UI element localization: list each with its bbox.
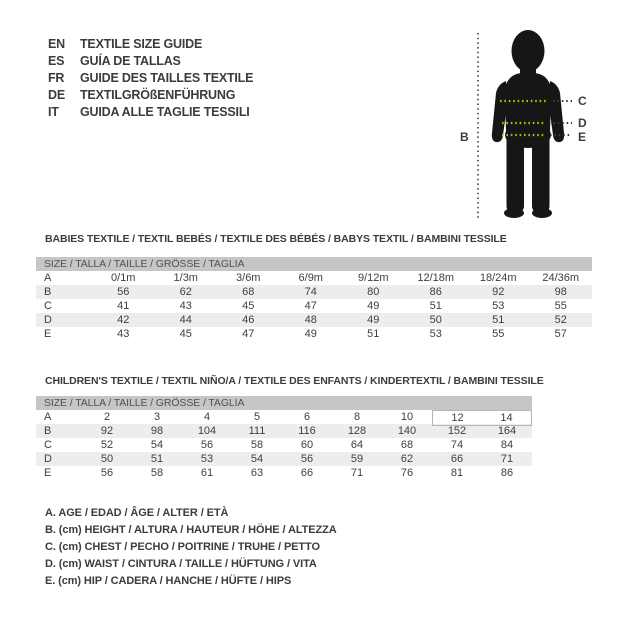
- children-table-rows: [36, 410, 532, 480]
- table-row-E: [36, 327, 592, 341]
- table-cell: 98: [150, 425, 164, 437]
- table-cell: 92: [492, 286, 505, 298]
- table-cell: 4: [203, 411, 211, 423]
- table-cell: 111: [248, 425, 266, 437]
- table-cell: 52: [554, 314, 567, 326]
- table-row-B: [36, 285, 592, 299]
- table-cell: 8: [353, 411, 361, 423]
- table-cell: 53: [429, 328, 442, 340]
- table-cell: 71: [350, 467, 364, 479]
- table-row-A: [36, 410, 532, 424]
- row-label: A: [44, 411, 52, 423]
- table-cell: 54: [150, 439, 164, 451]
- table-cell: 66: [300, 467, 314, 479]
- legend-age: A. AGE / EDAD / ÂGE / ALTER / ETÀ: [45, 507, 229, 519]
- row-label: C: [44, 439, 52, 451]
- lang-row-de: [48, 87, 253, 104]
- table-cell: 60: [300, 439, 314, 451]
- table-cell: 152: [447, 425, 467, 437]
- table-cell: 49: [304, 328, 317, 340]
- table-cell: 51: [492, 314, 505, 326]
- table-cell: 52: [100, 439, 114, 451]
- table-cell: 43: [117, 328, 130, 340]
- table-cell: 54: [250, 453, 264, 465]
- row-label: C: [44, 300, 52, 312]
- table-row-D: [36, 313, 592, 327]
- lang-code: DE: [48, 88, 65, 102]
- table-cell: 18/24m: [479, 272, 517, 284]
- table-cell: 1/3m: [173, 272, 198, 284]
- table-cell: 45: [242, 300, 255, 312]
- babies-table-rows: [36, 271, 592, 341]
- table-cell: 6: [303, 411, 311, 423]
- lang-title: TEXTILGRÖßENFÜHRUNG: [80, 88, 236, 102]
- lang-row-it: [48, 104, 253, 121]
- table-cell: 92: [100, 425, 114, 437]
- lang-title: TEXTILE SIZE GUIDE: [80, 37, 203, 51]
- table-cell: 55: [492, 328, 505, 340]
- row-label: E: [44, 328, 52, 340]
- legend-hip: E. (cm) HIP / CADERA / HANCHE / HÜFTE / HIPS: [45, 575, 292, 587]
- table-cell: 74: [450, 439, 464, 451]
- table-cell: 80: [367, 286, 380, 298]
- lang-row-fr: [48, 70, 253, 87]
- table-cell: 51: [367, 328, 380, 340]
- table-cell: 49: [367, 314, 380, 326]
- table-cell: 57: [554, 328, 567, 340]
- chest-label: C: [578, 94, 587, 108]
- babies-size-table: [36, 257, 592, 341]
- hip-label: E: [578, 130, 587, 144]
- table-cell: 44: [179, 314, 192, 326]
- children-table-title: CHILDREN'S TEXTILE / TEXTIL NIÑO/A / TEXTILE DES ENFANTS / KINDERTEXTIL / BAMBINI TESSILE: [45, 375, 544, 387]
- table-cell: 41: [117, 300, 130, 312]
- lang-code: FR: [48, 71, 65, 85]
- table-cell: 9/12m: [357, 272, 389, 284]
- table-cell: 51: [429, 300, 442, 312]
- table-row-B: [36, 424, 532, 438]
- table-cell: 47: [304, 300, 317, 312]
- table-cell: 47: [242, 328, 255, 340]
- table-row-D: [36, 452, 532, 466]
- table-cell: 12/18m: [417, 272, 455, 284]
- lang-row-en: [48, 36, 253, 53]
- measurement-diagram: [450, 15, 620, 230]
- legend-height: B. (cm) HEIGHT / ALTURA / HAUTEUR / HÖHE / ALTEZZA: [45, 524, 337, 536]
- table-cell: 64: [350, 439, 364, 451]
- table-cell: 68: [400, 439, 414, 451]
- table-cell: 24/36m: [542, 272, 580, 284]
- table-cell: 68: [242, 286, 255, 298]
- table-cell: 53: [200, 453, 214, 465]
- table-cell: 49: [367, 300, 380, 312]
- lang-code: ES: [48, 54, 65, 68]
- table-cell: 0/1m: [111, 272, 136, 284]
- row-label: D: [44, 314, 52, 326]
- table-cell: 61: [200, 467, 214, 479]
- table-row-A: [36, 271, 592, 285]
- row-label: B: [44, 286, 52, 298]
- row-label: A: [44, 272, 52, 284]
- lang-title: GUÍA DE TALLAS: [80, 54, 181, 68]
- table-cell: 3: [153, 411, 161, 423]
- table-cell: 2: [103, 411, 111, 423]
- table-cell: 86: [500, 467, 514, 479]
- row-label: D: [44, 453, 52, 465]
- table-cell: 81: [450, 467, 464, 479]
- lang-row-es: [48, 53, 253, 70]
- table-cell: 58: [250, 439, 264, 451]
- table-cell: 116: [298, 425, 316, 437]
- measurement-legend: [45, 505, 337, 590]
- row-label: E: [44, 467, 52, 479]
- table-cell: 10: [400, 411, 414, 423]
- table-cell: 3/6m: [236, 272, 261, 284]
- legend-waist: D. (cm) WAIST / CINTURA / TAILLE / HÜFTUNG / VITA: [45, 558, 317, 570]
- table-cell: 56: [117, 286, 130, 298]
- table-cell: 48: [304, 314, 317, 326]
- table-cell: 76: [400, 467, 414, 479]
- table-cell: 98: [554, 286, 567, 298]
- table-cell: 50: [429, 314, 442, 326]
- table-cell: 140: [397, 425, 417, 437]
- table-cell: 104: [197, 425, 217, 437]
- table-row-C: [36, 438, 532, 452]
- table-cell: 62: [179, 286, 192, 298]
- table-cell: 74: [304, 286, 317, 298]
- table-row-E: [36, 466, 532, 480]
- table-cell: 56: [200, 439, 214, 451]
- table-cell: 51: [150, 453, 164, 465]
- babies-table-title: BABIES TEXTILE / TEXTIL BEBÉS / TEXTILE DES BÉBÉS / BABYS TEXTIL / BAMBINI TESSILE: [45, 233, 507, 245]
- table-cell: 59: [350, 453, 364, 465]
- table-cell: 63: [250, 467, 264, 479]
- lang-title: GUIDE DES TAILLES TEXTILE: [80, 71, 254, 85]
- child-silhouette-figure: [450, 15, 620, 230]
- table-cell: 66: [450, 453, 464, 465]
- table-cell: 6/9m: [298, 272, 323, 284]
- babies-size-header: SIZE / TALLA / TAILLE / GRÖSSE / TAGLIA: [36, 257, 592, 271]
- table-cell: 86: [429, 286, 442, 298]
- table-cell: 84: [500, 439, 514, 451]
- table-cell: 56: [100, 467, 114, 479]
- table-cell: 128: [347, 425, 367, 437]
- table-cell: 46: [242, 314, 255, 326]
- table-cell: 58: [150, 467, 164, 479]
- waist-label: D: [578, 116, 587, 130]
- table-cell: 164: [497, 425, 517, 437]
- table-cell: 43: [179, 300, 192, 312]
- table-cell: 42: [117, 314, 130, 326]
- table-cell: 45: [179, 328, 192, 340]
- legend-chest: C. (cm) CHEST / PECHO / POITRINE / TRUHE / PETTO: [45, 541, 320, 553]
- lang-code: EN: [48, 37, 65, 51]
- lang-title: GUIDA ALLE TAGLIE TESSILI: [80, 105, 250, 119]
- language-title-block: [48, 36, 253, 121]
- table-cell: 62: [400, 453, 414, 465]
- table-cell: 14: [482, 410, 532, 426]
- lang-code: IT: [48, 105, 59, 119]
- row-label: B: [44, 425, 52, 437]
- children-size-header: SIZE / TALLA / TAILLE / GRÖSSE / TAGLIA: [36, 396, 532, 410]
- table-cell: 50: [100, 453, 114, 465]
- height-label: B: [460, 130, 469, 144]
- table-cell: 55: [554, 300, 567, 312]
- children-size-table: [36, 396, 532, 480]
- table-cell: 5: [253, 411, 261, 423]
- table-row-C: [36, 299, 592, 313]
- table-cell: 12: [432, 410, 482, 426]
- table-cell: 56: [300, 453, 314, 465]
- table-cell: 53: [492, 300, 505, 312]
- table-cell: 71: [500, 453, 514, 465]
